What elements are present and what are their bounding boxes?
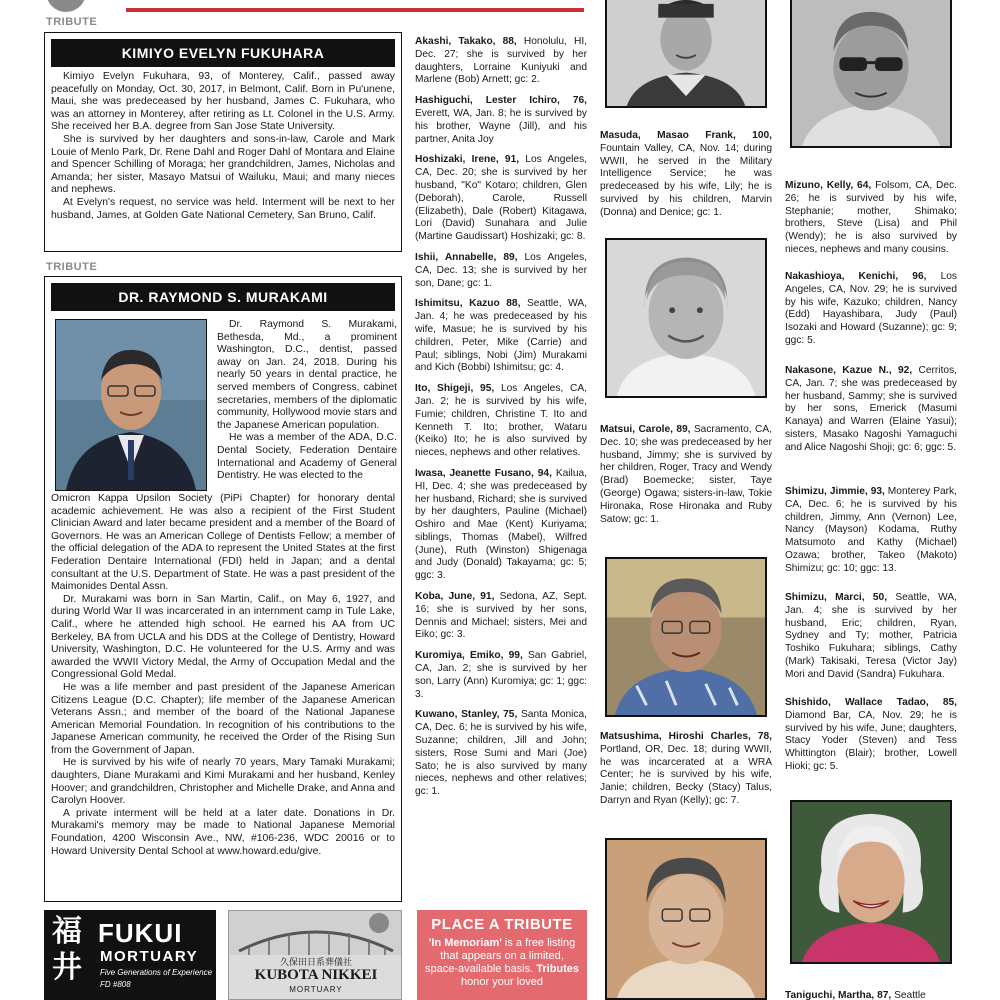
obituary-name: Ishimitsu, Kazuo 88, [415,298,521,310]
obituary-name: Mizuno, Kelly, 64, [785,180,872,191]
obituary-entry [600,130,772,220]
obituary-text: Los Angeles, CA, Dec. 13; she is survived by her son, Dane; gc: 1. [415,251,587,289]
obituary-name: Shishido, Wallace Tadao, 85, [785,697,957,708]
place-tribute-emph: Tributes [536,963,580,975]
obituary-name: Shimizu, Marci, 50, [785,592,888,603]
obituary-entry [785,486,957,576]
obituary-entry [415,650,587,701]
tribute-body [51,493,395,858]
obituary-name: Ito, Shigeji, 95, [415,383,495,395]
obituary-photo-bottom-left [605,838,767,1000]
obituary-text: San Gabriel, CA, Jan. 2; she is survived by her son, Larry (Ann) Kuromiya; gc: 1; ggc: 3. [415,650,587,700]
tribute-paragraph: At Evelyn's request, no service was held. Interment will be next to her husband, James, at Golden Gate National Cemetery, San Bruno, Calif. [51,196,395,221]
obituary-entry [415,591,587,642]
tribute-box-fukuhara [44,32,402,252]
tribute-paragraph: Dr. Raymond S. Murakami, Bethesda, Md., a prominent Washington, D.C., dentist, passed away on Jan. 24, 2018. During his nearly 50 years in dental practice, he served members of Congress, cabinet secretaries, members of the diplomatic community, Hollywood movie stars and the Japanese American population. [217,319,397,431]
tribute-paragraph: Omicron Kappa Upsilon Society (PiPi Chapter) for honorary dental academic achievement. He was also a recipient of the First Student Clinician Award and later became president and a member of the Board of Governors. He was an American College of Dentists Fellow; a member of the official delegation of the ADA to represent the United States at the first Federation Dentaire International (FDI) held in Japan; and a dental consultant at the U.S. Department of State. He was a past president of the Maimonides Dental Assn. [51,493,395,593]
fukui-kanji [52,914,82,986]
kubota-sub: MORTUARY [289,985,343,994]
fukui-kanji-1: 福 [52,914,82,949]
fukui-fd: FD #808 [100,980,131,989]
obituary-name: Iwasa, Jeanette Fusano, 94, [415,467,552,479]
obituary-entry [415,383,587,460]
obituary-text: Fountain Valley, CA, Nov. 14; during WWII, he served in the Military Intelligence Service; he was predeceased by his wife, Lily; he is survived by his children, Marvin (Donna) and Denice; gc: 1. [600,142,772,218]
obituary-text: Honolulu, HI, Dec. 27; she is survived by her daughters, Lorraine Kuniyuki and Marlene (Bob) Arnett; gc: 2. [415,36,587,86]
obituary-text: Los Angeles, CA, Nov. 29; he is survived by his wife, Kazuko; children, Nancy (Edd) Hayashibara, Judy (Paul) Isozaki and Howard (Suzanne); gc: 9; ggc: 5. [785,271,957,346]
tribute-label: TRIBUTE [46,261,98,273]
obituary-text: Santa Monica, CA, Dec. 6; he is survived by his wife, Suzanne; children, Jill and John; sisters, Rose Sumi and Mari (Joe) Sato; he is also survived by many nieces, nephews and other relatives; gc: 1. [415,709,587,798]
tribute-paragraph: He was a member of the ADA, D.C. Dental Society, Federation Dentaire International and Academy of General Dentistry. He was elected to the [217,432,397,482]
obituary-name: Ishii, Annabelle, 89, [415,251,518,263]
obituary-text: Los Angeles, CA, Jan. 2; he is survived by his wife, Fumie; children, Christine T. Ito and Kenneth T. Ito; brother, Wataru (Keiko) Ito; he is also survived by nieces, nephews and other relatives. [415,383,587,459]
place-tribute-text: honor your loved [461,976,543,988]
tribute-paragraph: He was a life member and past president of the Japanese American Citizens League (D.C. Chapter); life member of the Japanese American Veterans Assn.; and member of the board of the National Japanese American Memorial Foundation. In recognition of his contributions to the Japanese American community, he received the Order of the Rising Sun from the Government of Japan. [51,681,395,756]
tribute-box-murakami [44,276,402,902]
obituary-entry [785,180,957,257]
obituary-entry [415,36,587,87]
tribute-paragraph: He is survived by his wife of nearly 70 years, Mary Tamaki Murakami; daughters, Diane Murakami and Kimi Murakami and her husband, Kenley Hoover; and grandchildren, Christopher and Michelle Drake, and Anna and Carolyn Hoover. [51,757,395,807]
obituary-entry [415,709,587,799]
tribute-body [51,71,395,222]
obituary-photo-taniguchi [790,800,952,964]
tribute-title: KIMIYO EVELYN FUKUHARA [51,39,395,67]
kubota-bridge-illustration [229,911,402,955]
obituary-name: Masuda, Masao Frank, 100, [600,130,772,141]
fukui-sub: MORTUARY [100,948,199,965]
obituary-text: Monterey Park, CA, Dec. 6; he is survived by his children, Jimmy, Ann (Vernon) Lee, Nancy (Mayson) Kodama, Ruthy Matsumoto and Kathy (Michael) Ozawa; brother, Takeo (Makoto) Shimizu; gc: 10; ggc: 13. [785,486,957,574]
obituary-name: Matsui, Carole, 89, [600,424,691,435]
obituary-photo-masuda [605,0,767,108]
obituary-entry [415,95,587,146]
place-a-tribute-ad[interactable] [417,910,587,1000]
obituary-name: Taniguchi, Martha, 87, [785,990,892,1000]
obituary-photo-matsushima [605,557,767,717]
tribute-paragraph: She is survived by her daughters and sons-in-law, Carole and Mark Louie of Menlo Park, Dr. Rene Dahl and Roger Dahl of Montara and Elaine and Spencer Schilling of Moraga; her grandchildren, James, Nicholas and Amanda; her sister, Masayo Matsui of Wailuku, Maui; and many nieces and nephews. [51,133,395,196]
obituary-entry [785,592,957,682]
obituary-text: Diamond Bar, CA, Nov. 29; he is survived by his wife, June; daughters, Stacy Yoder (Steven) and Tess Whittington (Blair); brother, Lowell Hioki; gc: 5. [785,709,957,772]
obituary-name: Kuwano, Stanley, 75, [415,709,518,721]
top-circle-fragment [46,0,86,12]
obituary-text: Cerritos, CA, Jan. 7; she was predeceased by her husband, Sammy; she is survived by her sons, Emerick (Masumi Kanaya) and Warren (Elaine Yasui); sisters, Masako Nagoshi Yamaguchi and Alice Nagoshi Shoji; gc: 6; ggc: 5. [785,365,957,453]
obituary-text: Los Angeles, CA, Dec. 20; she is survived by her husband, "Ko" Kotaro; children, Glen (Deborah), Carole, Russell (Elizabeth), Dale (Robert) Kitagawa, Lori (David) Sunahara and Julie (Martine Gaudissart) Hoshizaki; gc: 8. [415,154,587,243]
obituary-name: Akashi, Takako, 88, [415,36,517,47]
tribute-label: TRIBUTE [46,16,98,28]
obituary-entry [785,271,957,348]
obituary-name: Hashiguchi, Lester Ichiro, 76, [415,95,587,107]
top-rule [126,8,584,12]
kubota-japanese: 久保田日系葬儀社 [279,958,352,968]
tribute-title: DR. RAYMOND S. MURAKAMI [51,283,395,311]
obituary-entry [785,990,957,1000]
obituary-text: Seattle, WA, Jan. 4; she is survived by her husband, Eric; children, Ryan, Sydney and Ty; mother, Patricia Toshiko Fukuhara; siblings, Cathy (Mark) Takisaki, Teresa (Victor Jay) Mori and David (Sandra) Fukuhara. [785,592,957,680]
obituary-text: Everett, WA, Jan. 8; he is survived by his brother, Wayne (Jill), and his partner, Anita Joy [415,107,587,145]
obituary-entry [785,697,957,774]
tribute-paragraph: Kimiyo Evelyn Fukuhara, 93, of Monterey, Calif., passed away peacefully on Monday, Oct. 30, 2017, in Belmont, Calif. Born in Pu'unene, Maui, she was predeceased by her husband, James C. Fukuhara, who was an attorney in Monterey, after retiring as Lt. Colonel in the U.S. Army. She received her B.A. degree from San Jose State University. [51,71,395,133]
place-tribute-text: is a free listing that appears on a limited, space-available basis. [424,937,576,975]
obituary-name: Hoshizaki, Irene, 91, [415,154,520,166]
obituary-entry [415,252,587,290]
obituary-entry [600,424,772,526]
obituary-name: Kuromiya, Emiko, 99, [415,650,523,662]
obituary-text: Folsom, CA, Dec. 26; he is survived by his wife, Stephanie; mother, Shimako; brothers, Steve (Lisa) and Phil (Wendy); he is also survived by nieces, nephews and many cousins. [785,180,957,255]
tribute-paragraph: Dr. Murakami was born in San Martin, Calif., on May 6, 1927, and during World War II was incarcerated in an internment camp in Tule Lake, Calif., where he attended high school. He earned his AA from UC Berkeley, BA from UCLA and his DDS at the College of Dentistry, Howard University, Washington, D.C. He volunteered for the U.S. Army and was awarded the WWII Victory Medal, the Army of Occupation Medal and the Congressional Gold Medal. [51,593,395,681]
place-tribute-title: PLACE A TRIBUTE [431,916,573,933]
fukui-mortuary-ad[interactable] [44,910,216,1000]
tribute-body-wrap [217,319,397,483]
fukui-name: FUKUI [98,918,183,948]
kubota-nikkei-ad[interactable] [228,910,402,1000]
obituary-name: Nakasone, Kazue N., 92, [785,365,913,376]
obituary-column-2 [415,36,587,799]
obituary-name: Nakashioya, Kenichi, 96, [785,271,927,282]
tribute-paragraph: A private interment will be held at a later date. Donations in Dr. Murakami's memory may be made to National Japanese Memorial Foundation, 4200 Wisconsin Ave., NW, #106-236, WDC 20016 or to Howard University Dental School at www.howard.edu/give. [51,807,395,857]
obituary-name: Shimizu, Jimmie, 93, [785,486,885,497]
obituary-entry [415,468,587,583]
place-tribute-emph: 'In Memoriam' [428,937,502,949]
obituary-entry [415,154,587,244]
obituary-entry [415,298,587,375]
obituary-text: Seattle [894,990,926,1000]
obituary-text: Sacramento, CA, Dec. 10; she was predeceased by her husband, Jimmy; she is survived by her children, Roger, Tracy and Wendy (Brad) Boemecke; sister, Taye (George) Ogawa; sisters-in-law, Tokie Hironaka, Rose Hironaka and Ruby Satow; gc: 1. [600,424,772,525]
kubota-name: KUBOTA NIKKEI [254,967,378,983]
obituary-entry [600,731,772,808]
obituary-photo-mizuno [790,0,952,148]
obituary-entry [785,365,957,455]
fukui-tagline: Five Generations of Experience [100,968,213,977]
obituary-name: Matsushima, Hiroshi Charles, 78, [600,731,772,742]
portrait-photo [55,319,207,491]
obituary-name: Koba, June, 91, [415,591,495,603]
obituary-text: Sedona, AZ, Sept. 16; she is survived by her sons, Dennis and Michael; sisters, Mei and Eiko; gc: 3. [415,591,587,641]
obituary-photo-matsui [605,238,767,398]
obituary-text: Portland, OR, Dec. 18; during WWII, he was incarcerated at a WRA Center; he is survived by his wife, Janie; children, Becky (Stacy) Talus, Darryn and Ryan (Kelly); gc: 7. [600,743,772,806]
obituary-text: Kailua, HI, Dec. 4; she was predeceased by her husband, Richard; she is survived by her daughters, Pauline (Michael) Oshiro and Mae (Kent) Kuriyama; siblings, Thomas (Mabel), Wilfred (June), Ruth (Winston) Shigenaga and Judy (Donald) Takayama; gc: 5; ggc: 3. [415,467,587,582]
fukui-kanji-2: 井 [52,950,82,985]
obituary-text: Seattle, WA, Jan. 4; he was predeceased by his wife, Masue; he is survived by his children, Peter, Mike (Carrie) and Paul; siblings, Nobi (Jim) Murakami and Kich (Bobbi) Ishimitsu; gc: 4. [415,298,587,374]
